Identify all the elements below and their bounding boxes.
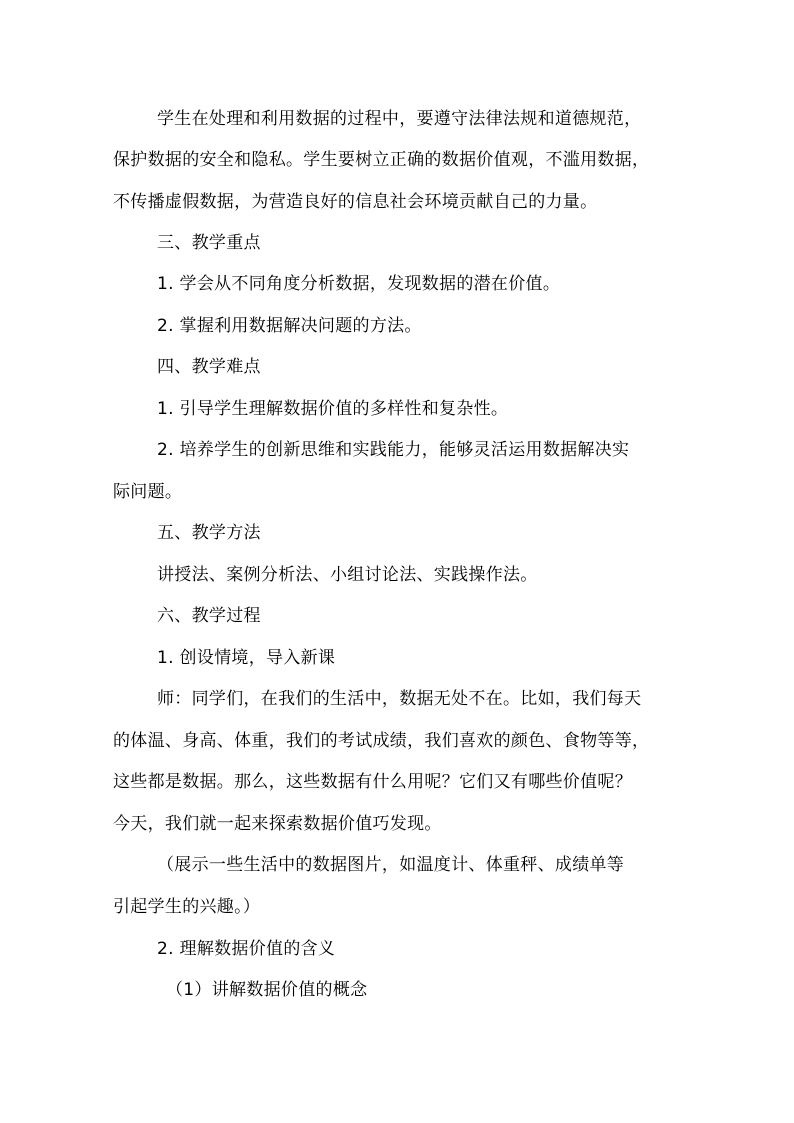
paragraph-line: 师：同学们，在我们的生活中，数据无处不在。比如，我们每天 [157, 689, 642, 709]
section-heading: 六、教学过程 [157, 606, 261, 626]
list-item: 2. 培养学生的创新思维和实践能力，能够灵活运用数据解决实 [157, 440, 630, 460]
paragraph-line: 讲授法、案例分析法、小组讨论法、实践操作法。 [157, 565, 538, 585]
subsection-heading: 1. 创设情境，导入新课 [157, 648, 336, 668]
paragraph-line: 这些都是数据。那么，这些数据有什么用呢？它们又有哪些价值呢？ [113, 772, 632, 792]
list-item: 1. 学会从不同角度分析数据，发现数据的潜在价值。 [157, 274, 561, 294]
paragraph-line: 际问题。 [113, 482, 183, 502]
subsection-heading: （1）讲解数据价值的概念 [166, 980, 368, 1000]
paragraph-line: 的体温、身高、体重，我们的考试成绩，我们喜欢的颜色、食物等等， [113, 731, 650, 751]
list-item: 1. 引导学生理解数据价值的多样性和复杂性。 [157, 399, 509, 419]
paragraph-line: 引起学生的兴趣。） [113, 897, 261, 917]
section-heading: 五、教学方法 [157, 523, 261, 543]
paragraph-line: 学生在处理和利用数据的过程中，要遵守法律法规和道德规范， [157, 109, 642, 129]
paragraph-line: （展示一些生活中的数据图片，如温度计、体重秤、成绩单等 [157, 855, 625, 875]
paragraph-line: 保护数据的安全和隐私。学生要树立正确的数据价值观，不滥用数据， [113, 150, 650, 170]
paragraph-line: 不传播虚假数据，为营造良好的信息社会环境贡献自己的力量。 [113, 192, 598, 212]
subsection-heading: 2. 理解数据价值的含义 [157, 939, 336, 959]
list-item: 2. 掌握利用数据解决问题的方法。 [157, 316, 422, 336]
section-heading: 四、教学难点 [157, 357, 261, 377]
paragraph-line: 今天，我们就一起来探索数据价值巧发现。 [113, 814, 442, 834]
section-heading: 三、教学重点 [157, 233, 261, 253]
